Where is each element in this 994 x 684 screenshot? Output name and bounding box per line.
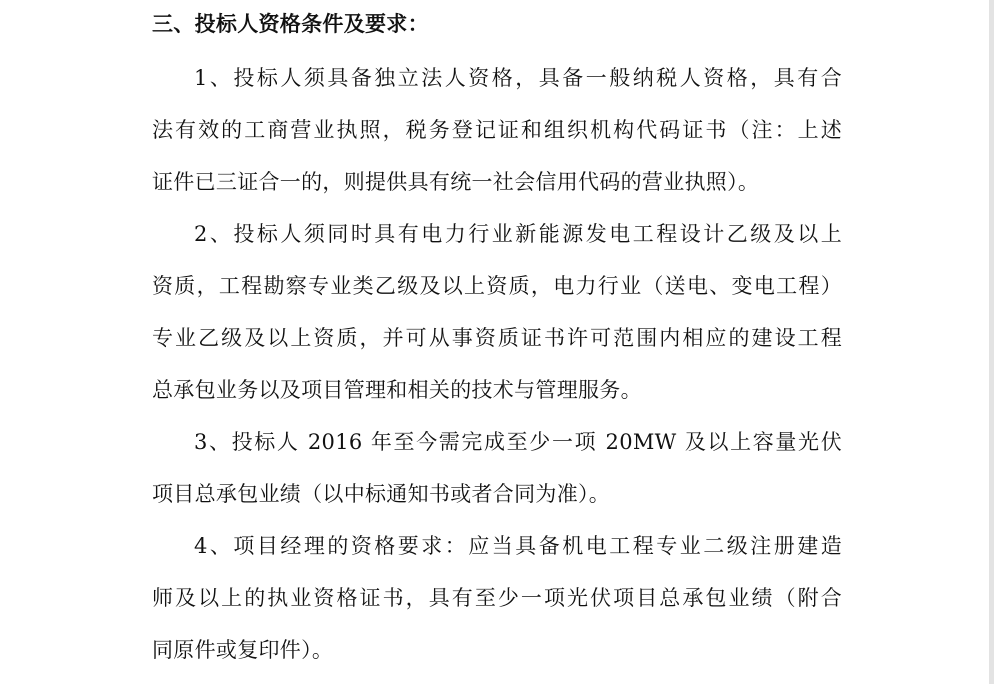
paragraph-3-line-1: 3、投标人 2016 年至今需完成至少一项 20MW 及以上容量光伏 bbox=[194, 430, 842, 454]
paragraph-4-line-1: 4、项目经理的资格要求：应当具备机电工程专业二级注册建造 bbox=[194, 534, 842, 558]
section-heading: 三、投标人资格条件及要求： bbox=[152, 11, 429, 36]
paragraph-4-line-3: 同原件或复印件）。 bbox=[152, 638, 334, 662]
paragraph-3-line-2: 项目总承包业绩（以中标通知书或者合同为准）。 bbox=[152, 482, 611, 506]
paragraph-4-line-2: 师及以上的执业资格证书，具有至少一项光伏项目总承包业绩（附合 bbox=[152, 586, 842, 610]
paragraph-1-line-3: 证件已三证合一的，则提供具有统一社会信用代码的营业执照）。 bbox=[152, 170, 760, 194]
paragraph-2-line-2: 资质，工程勘察专业类乙级及以上资质，电力行业（送电、变电工程） bbox=[152, 274, 842, 298]
paragraph-2-line-4: 总承包业务以及项目管理和相关的技术与管理服务。 bbox=[152, 378, 642, 402]
paragraph-1-line-1: 1、投标人须具备独立法人资格，具备一般纳税人资格，具有合 bbox=[194, 66, 842, 90]
paragraph-2-line-1: 2、投标人须同时具有电力行业新能源发电工程设计乙级及以上 bbox=[194, 222, 842, 246]
paragraph-2-line-3: 专业乙级及以上资质，并可从事资质证书许可范围内相应的建设工程 bbox=[152, 326, 842, 350]
paragraph-1-line-2: 法有效的工商营业执照，税务登记证和组织机构代码证书（注：上述 bbox=[152, 118, 842, 142]
page-edge bbox=[989, 0, 994, 684]
